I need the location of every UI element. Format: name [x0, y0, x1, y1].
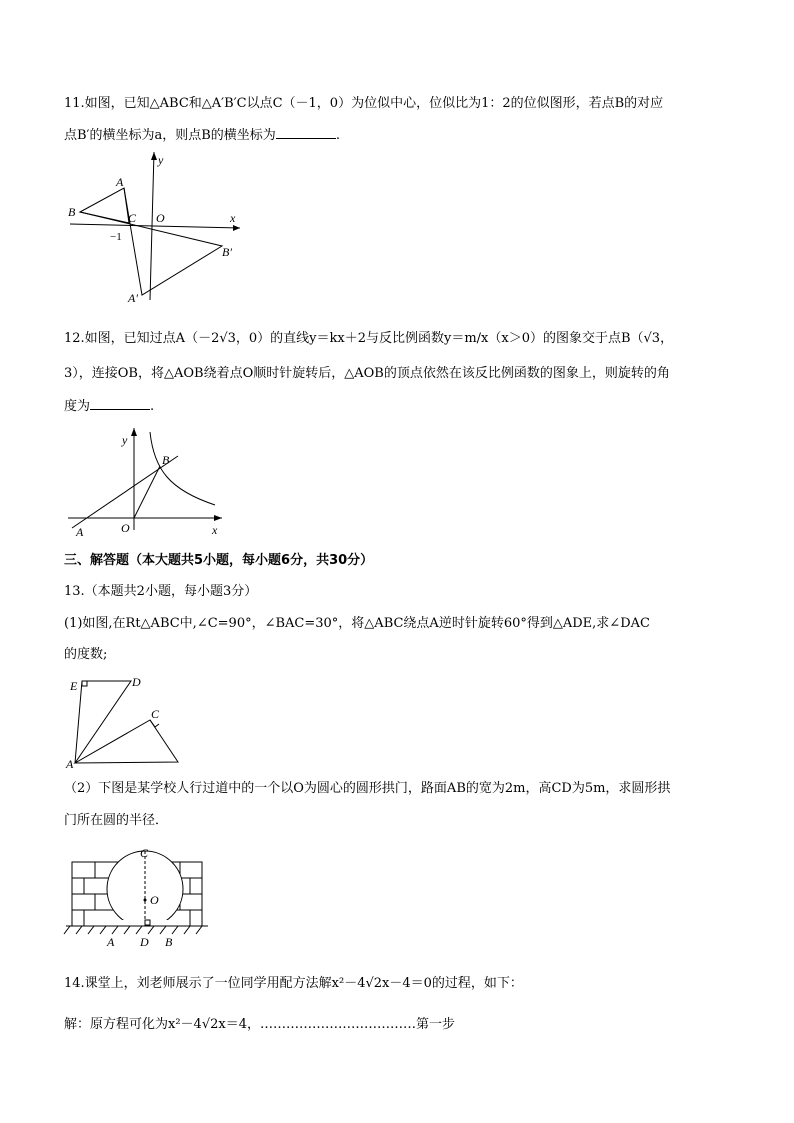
q12-label-x: x [212, 523, 218, 537]
q11-label-x: x [230, 211, 236, 225]
q13-p2-line1: （2）下图是某学校人行过道中的一个以O为圆心的圆形拱门，路面AB的宽为2m，高CD为5m，求圆形拱 [64, 781, 671, 796]
q11-label-O: O [156, 211, 165, 225]
q11-label-C: C [128, 211, 137, 225]
q11-line1: 11.如图，已知△ABC和△A′B′C以点C（－1，0）为位似中心，位似比为1：2的位似图形，若点B的对应 [64, 96, 664, 111]
q11-label-A: A [116, 175, 124, 189]
q11-line2-end: . [335, 128, 340, 143]
q12-label-B: B [162, 453, 170, 467]
q12-label-O: O [121, 521, 130, 535]
q11-label-Ap: A′ [128, 291, 138, 305]
q12-line3-end: . [150, 399, 155, 414]
q14-line1: 14.课堂上，刘老师展示了一位同学用配方法解x²－4√2x－4＝0的过程，如下： [64, 976, 523, 991]
q13-fig1-label-A: A [66, 757, 74, 771]
q12-label-y: y [122, 433, 128, 447]
q11-label-B: B [68, 205, 76, 219]
q12-line2: 3），连接OB，将△AOB绕着点O顺时针旋转后，△AOB的顶点依然在该反比例函数的图象上，则旋转的角 [64, 366, 670, 381]
q13-fig2-label-O: O [150, 893, 159, 907]
q13-fig2-label-D: D [140, 935, 149, 949]
q13-p1-line1: (1)如图,在Rt△ABC中,∠C=90°，∠BAC=30°，将△ABC绕点A逆时针旋转60°得到△ADE,求∠DAC [64, 616, 650, 631]
q13-fig1-label-E: E [70, 679, 78, 693]
q13-head: 13.（本题共2小题，每小题3分） [64, 584, 258, 599]
q12-label-A: A [76, 525, 84, 539]
q13-fig2-label-B: B [165, 935, 173, 949]
q11-label-y: y [158, 153, 164, 167]
q13-p2-line2: 门所在圆的半径． [64, 813, 169, 828]
q13-fig1-label-D: D [132, 675, 141, 689]
q11-label-minus1: −1 [110, 231, 122, 243]
q13-p1-line2: 的度数; [64, 647, 108, 662]
q11-label-Bp: B′ [222, 245, 232, 259]
q12-line1: 12.如图，已知过点A（－2√3，0）的直线y＝kx＋2与反比例函数y＝m/x（x＞0）的图象交于点B（√3， [64, 331, 674, 346]
q11-line2-text: 点B′的横坐标为a，则点B的横坐标为 [64, 128, 276, 143]
q14-line2: 解：原方程可化为x²－4√2x＝4，………………………………第一步 [64, 1017, 455, 1032]
section-3-title: 三、解答题（本大题共5小题，每小题6分，共30分） [64, 553, 374, 568]
q12-line3-text: 度为 [64, 399, 91, 414]
q13-fig2-label-C: C [140, 846, 149, 860]
q13-fig2-label-A: A [107, 935, 115, 949]
q13-fig1-label-C: C [151, 707, 160, 721]
